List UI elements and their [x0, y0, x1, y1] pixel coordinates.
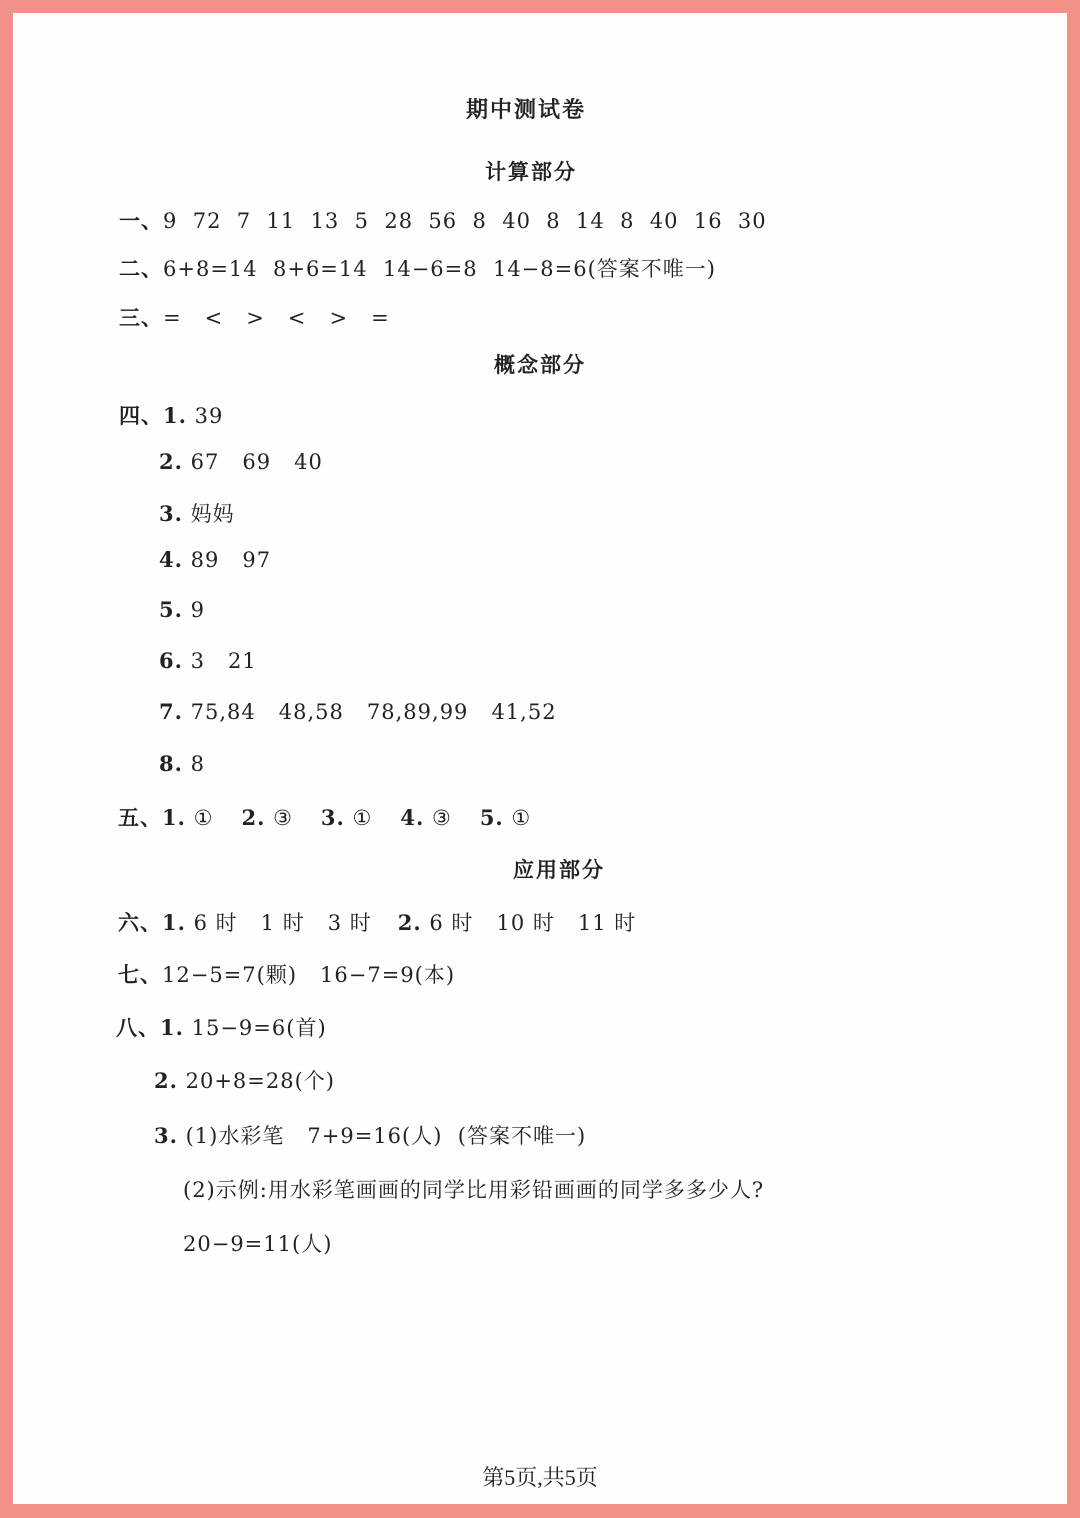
item-text: ①	[344, 806, 373, 830]
item-number: 4.	[159, 547, 183, 572]
item-text: 9	[182, 598, 205, 622]
item-text: 20+8=28(个)	[177, 1069, 335, 1093]
item-text: 39	[186, 404, 224, 428]
answer-text: 12−5=7(颗) 16−7=9(本)	[162, 963, 456, 987]
item-number: 6.	[159, 648, 183, 673]
answer-line-1	[119, 205, 767, 235]
question-number: 七、	[118, 962, 162, 987]
answer-line-4-1	[119, 400, 223, 430]
question-number: 八、	[116, 1015, 160, 1040]
answer-line-4-2	[159, 449, 323, 474]
item-number: 4.	[400, 805, 425, 830]
item-text: 89 97	[182, 548, 272, 572]
page-title: 期中测试卷	[466, 97, 587, 123]
question-number: 二、	[119, 256, 163, 281]
answer-line-5	[118, 802, 531, 832]
item-text: 67 69 40	[182, 450, 323, 474]
section-heading-apply: 应用部分	[513, 857, 605, 882]
answer-line-4-5	[159, 597, 205, 622]
item-number: 1.	[162, 910, 186, 935]
item-text: 8	[182, 752, 205, 776]
answer-line-7	[118, 959, 455, 989]
item-number: 8.	[159, 751, 183, 776]
answer-sheet	[13, 13, 1067, 1504]
answer-line-4-8	[159, 751, 205, 776]
item-text: 6 时 1 时 3 时	[185, 911, 372, 935]
item-number: 1.	[163, 403, 187, 428]
answer-line-4-4	[159, 547, 271, 572]
answer-line-4-3	[159, 498, 235, 528]
question-number: 三、	[119, 305, 163, 330]
item-number: 2.	[154, 1068, 178, 1093]
item-number: 5.	[479, 805, 504, 830]
item-text: ①	[503, 806, 532, 830]
item-number: 2.	[397, 910, 422, 935]
item-number: 1.	[162, 805, 186, 830]
section-heading-calc: 计算部分	[485, 159, 577, 184]
answer-line-8-1	[116, 1012, 327, 1042]
answer-text: = < > < > =	[163, 306, 390, 330]
page-footer: 第5页,共5页	[482, 1465, 598, 1490]
item-text: ③	[265, 806, 293, 830]
answer-line-8-3	[154, 1120, 586, 1150]
item-text: (1)水彩笔 7+9=16(人) (答案不唯一)	[177, 1124, 587, 1148]
item-text: 6 时 10 时 11 时	[421, 911, 637, 935]
item-number: 2.	[159, 449, 183, 474]
answer-text: 6+8=14 8+6=14 14−6=8 14−8=6(答案不唯一)	[163, 257, 716, 281]
question-number: 四、	[119, 403, 163, 428]
question-number: 五、	[118, 805, 162, 830]
answer-text: 9 72 7 11 13 5 28 56 8 40 8 14 8 40 16 30	[163, 209, 767, 233]
question-number: 六、	[118, 910, 162, 935]
item-number: 2.	[241, 805, 266, 830]
item-number: 3.	[154, 1123, 178, 1148]
question-number: 一、	[119, 208, 163, 233]
answer-line-4-7	[159, 699, 557, 724]
item-text: ③	[424, 806, 452, 830]
item-number: 1.	[160, 1015, 184, 1040]
item-number: 7.	[159, 699, 183, 724]
answer-line-8-2	[154, 1065, 335, 1095]
item-text: ①	[185, 806, 214, 830]
answer-line-8-3-answer: 20−9=11(人)	[183, 1232, 333, 1256]
item-number: 3.	[320, 805, 345, 830]
item-text: 3 21	[182, 649, 257, 673]
answer-line-8-3-sub: (2)示例:用水彩笔画画的同学比用彩铅画画的同学多多少人?	[183, 1178, 765, 1202]
item-text: 75,84 48,58 78,89,99 41,52	[182, 700, 557, 724]
answer-line-3	[119, 302, 390, 332]
answer-line-6	[118, 907, 636, 937]
item-number: 3.	[159, 501, 183, 526]
item-text: 15−9=6(首)	[183, 1016, 327, 1040]
section-heading-concept: 概念部分	[494, 352, 586, 377]
item-number: 5.	[159, 597, 183, 622]
answer-line-2	[119, 253, 716, 283]
item-text: 妈妈	[182, 502, 235, 526]
answer-line-4-6	[159, 648, 257, 673]
